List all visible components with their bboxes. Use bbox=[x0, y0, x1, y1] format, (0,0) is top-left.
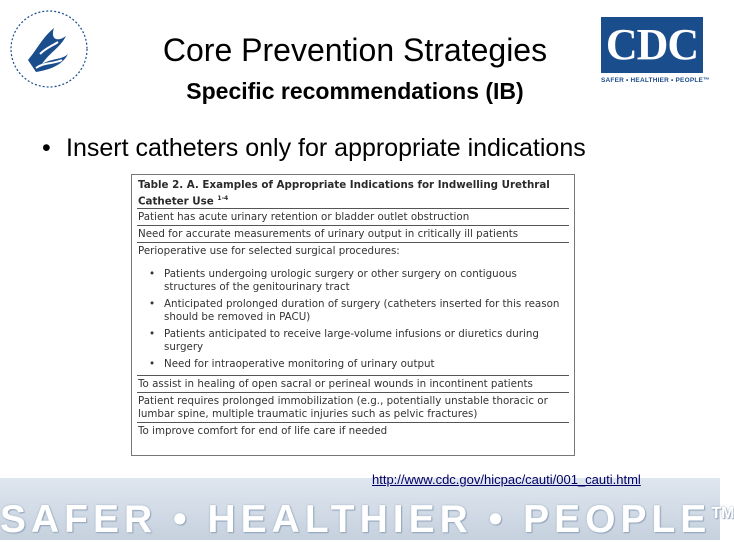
table-row: Patient requires prolonged immobilization (e.g., potentially unstable thoracic or lumbar spine, multiple traumatic injuries such as pelvic fractures) bbox=[137, 393, 569, 423]
footer-slogan bbox=[0, 492, 734, 542]
hhs-seal-logo bbox=[8, 8, 90, 90]
table-row: Need for accurate measurements of urinary output in critically ill patients bbox=[137, 226, 569, 243]
footer-slogan-text: SAFER • HEALTHIER • PEOPLE bbox=[0, 498, 712, 541]
cdc-letters: CDC bbox=[605, 20, 699, 69]
list-item: • Patients anticipated to receive large-volume infusions or diuretics during surgery bbox=[138, 328, 569, 353]
bullet-dot-icon: • bbox=[42, 134, 51, 162]
source-link[interactable]: http://www.cdc.gov/hicpac/cauti/001_cauti.html bbox=[372, 472, 641, 487]
table-periop-section bbox=[137, 243, 569, 376]
table-title bbox=[138, 179, 568, 208]
slide-title: Core Prevention Strategies bbox=[162, 32, 548, 68]
list-item: • Anticipated prolonged duration of surgery (catheters inserted for this reason should be removed in PACU) bbox=[138, 298, 569, 323]
list-item: • Need for intraoperative monitoring of urinary output bbox=[138, 358, 569, 371]
indications-table bbox=[131, 174, 575, 456]
cdc-logo-box bbox=[601, 17, 703, 73]
table-row: To improve comfort for end of life care if needed bbox=[138, 424, 388, 437]
list-item: • Patients undergoing urologic surgery or other surgery on contiguous structures of the genitourinary tract bbox=[138, 268, 569, 293]
table-title-refs: 1-4 bbox=[217, 195, 229, 202]
bullet-text: Insert catheters only for appropriate indications bbox=[66, 134, 586, 162]
table-row: Patient has acute urinary retention or bladder outlet obstruction bbox=[137, 209, 569, 226]
table-row: To assist in healing of open sacral or perineal wounds in incontinent patients bbox=[137, 376, 569, 393]
bullet-point bbox=[42, 130, 586, 166]
hhs-seal-icon bbox=[8, 8, 90, 90]
cdc-tagline: SAFER • HEALTHIER • PEOPLE™ bbox=[601, 77, 710, 84]
slide-subtitle: Specific recommendations (IB) bbox=[186, 78, 524, 104]
footer-tm: TM bbox=[711, 505, 734, 522]
cdc-logo bbox=[601, 17, 710, 91]
table-title-text: Table 2. A. Examples of Appropriate Indications for Indwelling Urethral Catheter Use bbox=[138, 179, 550, 208]
periop-heading: Perioperative use for selected surgical procedures: bbox=[138, 245, 400, 258]
